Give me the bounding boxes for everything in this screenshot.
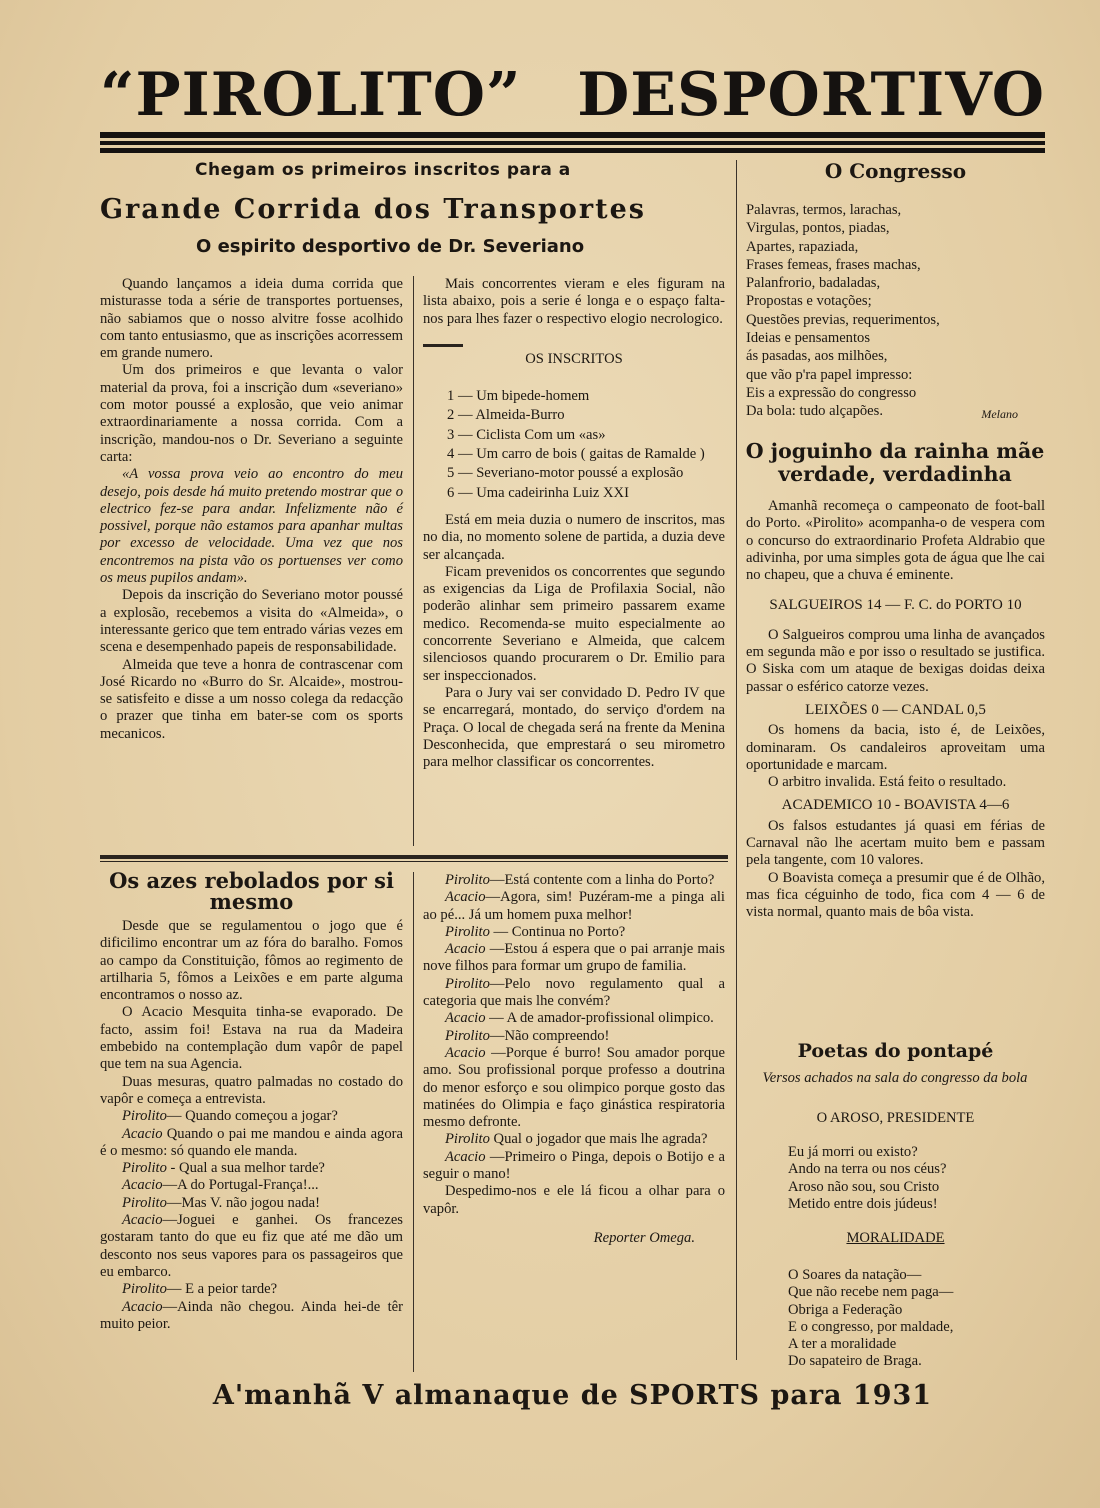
- speech: —Ainda não chegou. Ainda hei-de têr muito peior.: [100, 1298, 403, 1332]
- congresso-title: O Congresso: [824, 159, 967, 183]
- poetas-subtitle: Versos achados na sala do congresso da bola: [762, 1070, 1028, 1086]
- speaker: Acacio: [445, 1148, 486, 1165]
- speaker: Acacio: [122, 1177, 163, 1194]
- masthead-rule-3: [100, 148, 1045, 153]
- match-title: ACADEMICO 10 - BOAVISTA 4—6: [781, 797, 1010, 814]
- letter-quote: «A vossa prova veio ao encontro do meu desejo, pois desde há muito pretendo mostrar que o electrico fez-se para andar. Infelizmente não é possivel, porque não estamos para apanhar multas por excesso de velocidade. Uma vez que nos encontremos na pista vão os portuenses ver como os meus pupilos andam».: [100, 466, 403, 587]
- speaker: Pirolito: [445, 1027, 490, 1044]
- poem-line: Propostas e votações;: [746, 293, 872, 310]
- speech: Quando o pai me mandou e ainda agora é o mesmo: só quando ele manda.: [100, 1125, 403, 1159]
- interview-line: [100, 1212, 403, 1281]
- paragraph: Mais concorrentes vieram e eles figuram na lista abaixo, pois a serie é longa e o espaço falta-nos para lhes fazer o respectivo elogio necrologico.: [423, 276, 725, 327]
- paragraph: Os homens da bacia, isto é, de Leixões, dominaram. Os candaleiros aproveitam uma oportunidade e marcam.: [746, 722, 1045, 773]
- speech: —Mas V. não jogou nada!: [166, 1194, 320, 1211]
- speaker: Acacio: [445, 889, 486, 906]
- speaker: Acacio: [122, 1298, 163, 1315]
- interview-line: [100, 1177, 403, 1194]
- speech: —Joguei e ganhei. Os francezes gostaram tanto do que eu fiz que até me dão um desconto nos seus vapores para os passageiros que eu embarco.: [100, 1212, 403, 1280]
- interview-line: [423, 1045, 725, 1131]
- speaker: Acacio: [122, 1212, 163, 1229]
- paragraph: Quando lançamos a ideia duma corrida que misturasse toda a série de transportes portuenses, não sabiamos que o nosso alvitre fosse acolhido com tanto entusiasmo, que as inscrições acorressem em grande numero.: [100, 276, 403, 362]
- poem-line: Frases femeas, frases machas,: [746, 256, 921, 273]
- section-rule: [100, 861, 728, 862]
- interview-line: [100, 1126, 403, 1161]
- speaker: Pirolito: [445, 872, 490, 888]
- poem-line: E o congresso, por maldade,: [788, 1318, 954, 1335]
- speaker: Acacio: [122, 1125, 163, 1142]
- speaker: Pirolito: [122, 1281, 167, 1298]
- poem-line: Metido entre dois júdeus!: [788, 1195, 938, 1212]
- speech: — Continua no Porto?: [489, 923, 626, 940]
- speech: — Quando começou a jogar?: [166, 1108, 338, 1125]
- azes-signature: Reporter Omega.: [593, 1229, 695, 1246]
- poem-line: Da bola: tudo alçapões.: [746, 403, 883, 420]
- poem-line: A ter a moralidade: [788, 1336, 897, 1353]
- speech: — A de amador-profissional olimpico.: [485, 1010, 714, 1027]
- article-subtitle: O espirito desportivo de Dr. Severiano: [196, 236, 585, 257]
- poem-line: Apartes, rapaziada,: [746, 238, 859, 255]
- paragraph: O Salgueiros comprou uma linha de avançados em segunda mão e por isso o resultado se justifica. O Siska com um ataque de bexigas doidas deixa passar o esférico catorze vezes.: [746, 626, 1045, 695]
- speaker: Acacio: [445, 1044, 486, 1061]
- list-item: 6 — Uma cadeirinha Luiz XXI: [447, 484, 629, 501]
- list-item: 5 — Severiano-motor poussé a explosão: [447, 465, 684, 482]
- paragraph: O Boavista começa a presumir que é de Olhão, mas fica céguinho de todo, fica com 4 — 6 de vista normal, quanto mais de bôa vista.: [746, 869, 1045, 921]
- article-title: Grande Corrida dos Transportes: [100, 194, 646, 225]
- speaker: Pirolito: [445, 1131, 490, 1148]
- poem1-title: O AROSO, PRESIDENTE: [816, 1110, 975, 1126]
- paragraph: Almeida que teve a honra de contrascenar com José Ricardo no «Burro do Sr. Alcaide», mostrou-se satisfeito e disse a um nosso colega da redacção o prazer que tinha em bater-se com os sports mecanicos.: [100, 656, 403, 742]
- masthead-rule-1: [100, 132, 1045, 138]
- speech: —A do Portugal-França!...: [162, 1177, 319, 1194]
- list-item: 3 — Ciclista Com um «as»: [447, 426, 606, 443]
- poem-line: Eu já morri ou existo?: [788, 1144, 918, 1160]
- poem-line: Palanfrorio, badaladas,: [746, 275, 881, 292]
- match-title: LEIXÕES 0 — CANDAL 0,5: [805, 701, 986, 718]
- list-item: 1 — Um bipede-homem: [447, 388, 590, 405]
- poem-line: Palavras, termos, larachas,: [746, 202, 902, 218]
- poem-line: que vão p'ra papel impresso:: [746, 366, 913, 383]
- paragraph: Amanhã recomeça o campeonato de foot-ball do Porto. «Pirolito» acompanha-o de vespera com o concurso do extraordinario Profeta Aldrabio que adivinha, por uma simples gota de água que lhe cai no chapeu, que a chuva é eminente.: [746, 498, 1045, 584]
- poem-line: O Soares da natação—: [788, 1267, 922, 1283]
- column-divider: [413, 276, 414, 846]
- speaker: Pirolito: [122, 1194, 167, 1211]
- speaker: Pirolito: [445, 975, 490, 992]
- interview-line: [423, 1149, 725, 1184]
- paragraph: Despedimo-nos e ele lá ficou a olhar para o vapôr.: [423, 1183, 725, 1217]
- poem-line: Eis a expressão do congresso: [746, 384, 917, 401]
- interview-line: [423, 1010, 725, 1027]
- joguinho-title: O joguinho da rainha mãe verdade, verdadinha: [745, 439, 1045, 486]
- poem-line: Obriga a Federação: [788, 1301, 903, 1318]
- congresso-poem: [746, 201, 1045, 421]
- azes-title: Os azes rebolados por si mesmo: [109, 868, 394, 914]
- list-item: 2 — Almeida-Burro: [447, 407, 565, 424]
- speech: —Pelo novo regulamento qual a categoria que mais lhe convém?: [423, 975, 725, 1010]
- speaker: Acacio: [445, 941, 486, 958]
- azes-column-2: [423, 872, 725, 1247]
- speech: —Primeiro o Pinga, depois o Botijo e a seguir o mano!: [423, 1148, 725, 1183]
- paragraph: Os falsos estudantes já quasi em férias de Carnaval não lhe acertam muito bem e passam pela tangente, com 10 valores.: [746, 817, 1045, 869]
- speech: Qual o jogador que mais lhe agrada?: [489, 1131, 708, 1148]
- interview-part-2: [423, 872, 725, 1183]
- list-item: 4 — Um carro de bois ( gaitas de Ramalde ): [447, 446, 705, 463]
- column-divider: [413, 872, 414, 1372]
- article-kicker: Chegam os primeiros inscritos para a: [195, 160, 571, 180]
- paragraph: Está em meia duzia o numero de inscritos, mas no dia, no momento solene de partida, a duzia deve ser alcançada.: [423, 511, 725, 563]
- poem-line: Questões previas, requerimentos,: [746, 311, 940, 328]
- poem-line: Ando na terra ou nos céus?: [788, 1161, 947, 1178]
- poetas-title: Poetas do pontapé: [797, 1040, 994, 1062]
- poem2: [788, 1267, 1038, 1371]
- speaker: Pirolito: [445, 923, 490, 940]
- footer-banner: A'manhã V almanaque de SPORTS para 1931: [212, 1380, 933, 1411]
- speech: —Está contente com a linha do Porto?: [489, 872, 715, 888]
- speaker: Pirolito: [122, 1160, 167, 1177]
- entrants-list: [423, 388, 725, 502]
- paragraph: Um dos primeiros e que levanta o valor material da prova, foi a inscrição dum «severiano» com motor poussé a explosão, que veio animar extraordinariamente a nossa corrida. Com a inscrição, mandou-nos o Dr. Severiano a seguinte carta:: [100, 362, 403, 465]
- speech: - Qual a sua melhor tarde?: [166, 1160, 325, 1177]
- interview-line: [100, 1108, 403, 1125]
- interview-line: [423, 924, 725, 941]
- interview-line: [423, 872, 725, 889]
- speaker: Acacio: [445, 1010, 486, 1027]
- masthead-rule-2: [100, 141, 1045, 145]
- paragraph: Duas mesuras, quatro palmadas no costado do vapôr e começa a entrevista.: [100, 1073, 403, 1107]
- list-title: OS INSCRITOS: [525, 350, 623, 367]
- speaker: Pirolito: [122, 1108, 167, 1125]
- poem-line: Do sapateiro de Braga.: [788, 1353, 922, 1370]
- interview-line: [100, 1299, 403, 1334]
- interview-line: [423, 1131, 725, 1148]
- interview-line: [100, 1195, 403, 1212]
- poem2-title: MORALIDADE: [846, 1230, 945, 1246]
- azes-column-1: [100, 918, 403, 1333]
- poem-line: Ideias e pensamentos: [746, 330, 871, 347]
- masthead: [100, 62, 1045, 128]
- interview-line: [100, 1281, 403, 1298]
- interview-line: [423, 1028, 725, 1045]
- paragraph: Desde que se regulamentou o jogo que é dificilimo encontrar um az fóra do baralho. Fomos ao campo da Constituição, fômos ao regimento de artilharia 5, fômos a Leixões e em parte alguma encontramos o nosso az.: [100, 918, 403, 1004]
- interview-line: [100, 1160, 403, 1177]
- interview-part-1: [100, 1108, 403, 1333]
- paragraph: Ficam prevenidos os concorrentes que segundo as exigencias da Liga de Profilaxia Social, não poderão alinhar sem primeiro passarem exame medico. Recomenda-se muito especialmente ao concorrente Severiano e Almeida, que calcem silenciosos quando procurarem o Dr. Emilio para ser inspeccionados.: [423, 563, 725, 684]
- poem-line: ás pasadas, aos milhões,: [746, 348, 888, 365]
- joguinho-column: [746, 498, 1045, 922]
- poem-line: Que não recebe nem paga—: [788, 1284, 954, 1301]
- paragraph: Para o Jury vai ser convidado D. Pedro IV que se encarregará, montado, do serviço d'ordem na Praça. O local de chegada será na frente da Menina Desconhecida, que emprestará o seu mirometro para melhor classificar os concorrentes.: [423, 684, 725, 771]
- poem-line: Aroso não sou, sou Cristo: [788, 1178, 940, 1195]
- speech: —Porque é burro! Sou amador porque amo. Sou profissional porque professo a doutrina do menor esforço e sou olimpico porque gosto das matinées do Olimpia e faço ginástica respiratoria mesmo defronte.: [423, 1044, 725, 1131]
- speech: —Agora, sim! Puzéram-me a pinga ali ao pé... Já um homem puxa melhor!: [423, 889, 725, 923]
- paragraph: Depois da inscrição do Severiano motor poussé a explosão, recebemos a visita do «Almeida», o interessante gerico que tem entrado várias vezes em scena e desempenhado papeis de responsabilidade.: [100, 587, 403, 656]
- article-column-2: [423, 276, 725, 771]
- paragraph: O arbitro invalida. Está feito o resultado.: [768, 774, 1007, 791]
- masthead-right: DESPORTIVO: [577, 60, 1045, 130]
- match-title: SALGUEIROS 14 — F. C. do PORTO 10: [769, 597, 1022, 614]
- speech: —Não compreendo!: [489, 1027, 610, 1044]
- short-rule: [423, 344, 463, 347]
- interview-line: [423, 941, 725, 976]
- speech: —Estou á espera que o pai arranje mais nove filhos para formar um grupo de familia.: [423, 941, 725, 975]
- paragraph: O Acacio Mesquita tinha-se evaporado. De facto, assim foi! Estava na rua da Madeira embebido na contemplação dum vapôr de papel que tem na sua Agencia.: [100, 1004, 403, 1073]
- column-divider: [736, 160, 737, 1360]
- poem-line: Virgulas, pontos, piadas,: [746, 220, 890, 237]
- section-rule: [100, 855, 728, 859]
- interview-line: [423, 889, 725, 924]
- congresso-signature: Melano: [981, 407, 1018, 421]
- poem1: [788, 1144, 1038, 1213]
- speech: — E a peior tarde?: [166, 1281, 278, 1298]
- article-column-1: [100, 276, 403, 743]
- interview-line: [423, 976, 725, 1011]
- masthead-left: “PIROLITO”: [100, 60, 522, 130]
